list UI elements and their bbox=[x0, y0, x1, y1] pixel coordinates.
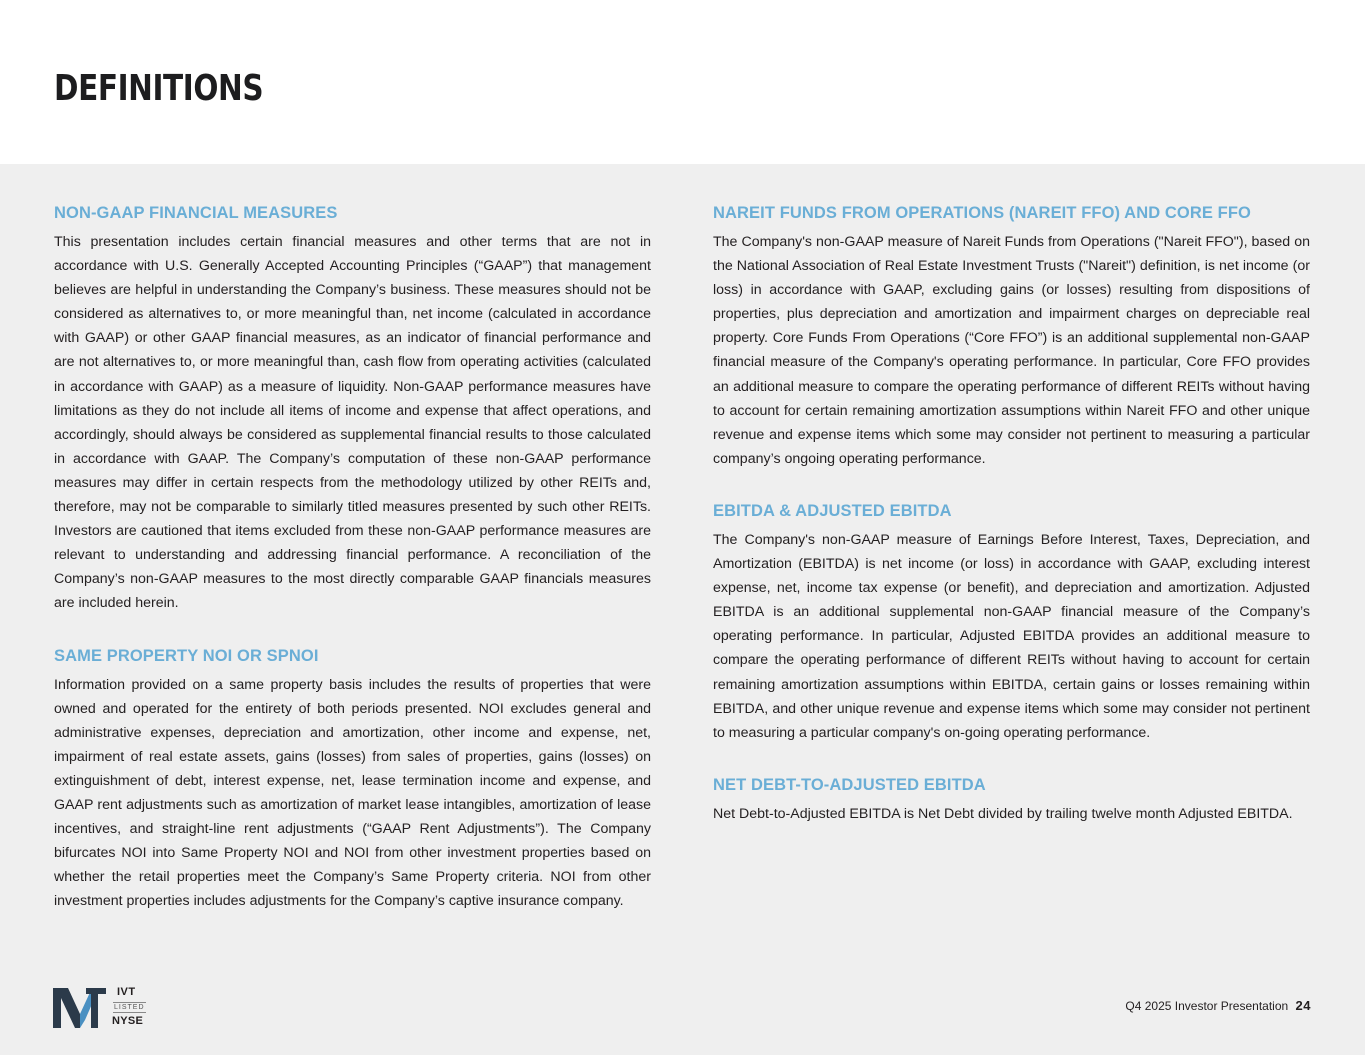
logo-exchange: NYSE bbox=[112, 1015, 144, 1027]
section-heading: NET DEBT-TO-ADJUSTED EBITDA bbox=[713, 775, 986, 794]
section-body: The Company's non-GAAP measure of Earnings Before Interest, Taxes, Depreciation, and Amortization (EBITDA) is net income (or loss) in accordance with GAAP, excluding interest expense, net, income tax expense (or benefit), and depreciation and amortization. Adjusted EBITDA is an additional supplemental non-GAAP financial measure of the Company’s operating performance. In particular, Adjusted EBITDA provides an additional measure to compare the operating performance of different REITs without having to account for certain remaining amortization assumptions within EBITDA, certain gains or losses remaining within EBITDA, and other unique revenue and expense items which some may consider not pertinent to measuring a particular company's on-going operating performance. bbox=[713, 531, 1310, 741]
page-number: 24 bbox=[1295, 998, 1311, 1013]
section-net-debt bbox=[713, 773, 1310, 826]
section-spnoi bbox=[54, 644, 651, 914]
logo-ticker: IVT bbox=[117, 986, 136, 998]
section-nareit-ffo bbox=[713, 201, 1310, 471]
logo-listed: LISTED bbox=[114, 1004, 145, 1011]
section-body: Information provided on a same property basis includes the results of properties that were owned and operated for the entirety of both periods presented. NOI excludes general and administrative expenses, depreciation and amortization, other income and expense, net, impairment of real estate assets, gains (losses) from sales of properties, gains (losses) on extinguishment of debt, interest expense, net, lease termination income and expense, and GAAP rent adjustments such as amortization of market lease intangibles, amortization of lease incentives, and straight-line rent adjustments (“GAAP Rent Adjustments”). The Company bifurcates NOI into Same Property NOI and NOI from other investment properties based on whether the retail properties meet the Company’s Same Property criteria. NOI from other investment properties includes adjustments for the Company’s captive insurance company. bbox=[54, 676, 651, 910]
section-heading: SAME PROPERTY NOI OR SPNOI bbox=[54, 646, 319, 665]
section-body: This presentation includes certain financial measures and other terms that are not in accordance with U.S. Generally Accepted Accounting Principles (“GAAP”) that management believes are helpful in understanding the Company’s business. These measures should not be considered as alternatives to, or more meaningful than, net income (calculated in accordance with GAAP) or other GAAP financial measures, as an indicator of financial performance and are not alternatives to, or more meaningful than, cash flow from operating activities (calculated in accordance with GAAP) as a measure of liquidity. Non-GAAP performance measures have limitations as they do not include all items of income and expense that affect operations, and accordingly, should always be considered as supplemental financial results to those calculated in accordance with GAAP. The Company’s computation of these non-GAAP performance measures may differ in certain respects from the methodology utilized by other REITs and, therefore, may not be comparable to similarly titled measures presented by such other REITs. Investors are cautioned that items excluded from these non-GAAP performance measures are relevant to understanding and addressing financial performance. A reconciliation of the Company’s non-GAAP measures to the most directly comparable GAAP financials measures are included herein. bbox=[54, 234, 651, 612]
section-heading: NAREIT FUNDS FROM OPERATIONS (NAREIT FFO) AND CORE FFO bbox=[713, 204, 1251, 222]
page-title: DEFINITIONS bbox=[54, 68, 264, 109]
section-body: The Company's non-GAAP measure of Nareit Funds from Operations ("Nareit FFO"), based on the National Association of Real Estate Investment Trusts ("Nareit") definition, is net income (or loss) in accordance with GAAP, excluding gains (or losses) resulting from dispositions of properties, plus depreciation and amortization and impairment charges on depreciable real property. Core Funds From Operations (“Core FFO”) is an additional supplemental non-GAAP financial measure of the Company's operating performance. In particular, Core FFO provides an additional measure to compare the operating performance of different REITs without having to account for certain remaining amortization assumptions within Nareit FFO and other unique revenue and expense items which some may consider not pertinent to measuring a particular company’s ongoing operating performance. bbox=[713, 234, 1310, 467]
right-column bbox=[713, 201, 1310, 854]
section-heading: EBITDA & ADJUSTED EBITDA bbox=[713, 501, 952, 520]
section-ebitda bbox=[713, 499, 1310, 745]
section-body: Net Debt-to-Adjusted EBITDA is Net Debt divided by trailing twelve month Adjusted EBITDA. bbox=[713, 805, 1293, 822]
page-header bbox=[0, 0, 1365, 164]
presentation-label: Q4 2025 Investor Presentation bbox=[1125, 999, 1289, 1013]
section-non-gaap bbox=[54, 201, 651, 616]
section-heading: NON-GAAP FINANCIAL MEASURES bbox=[54, 204, 338, 222]
left-column bbox=[54, 201, 651, 941]
footer-caption bbox=[1125, 998, 1311, 1013]
company-logo bbox=[53, 986, 153, 1030]
ivt-logo-icon bbox=[53, 988, 107, 1028]
